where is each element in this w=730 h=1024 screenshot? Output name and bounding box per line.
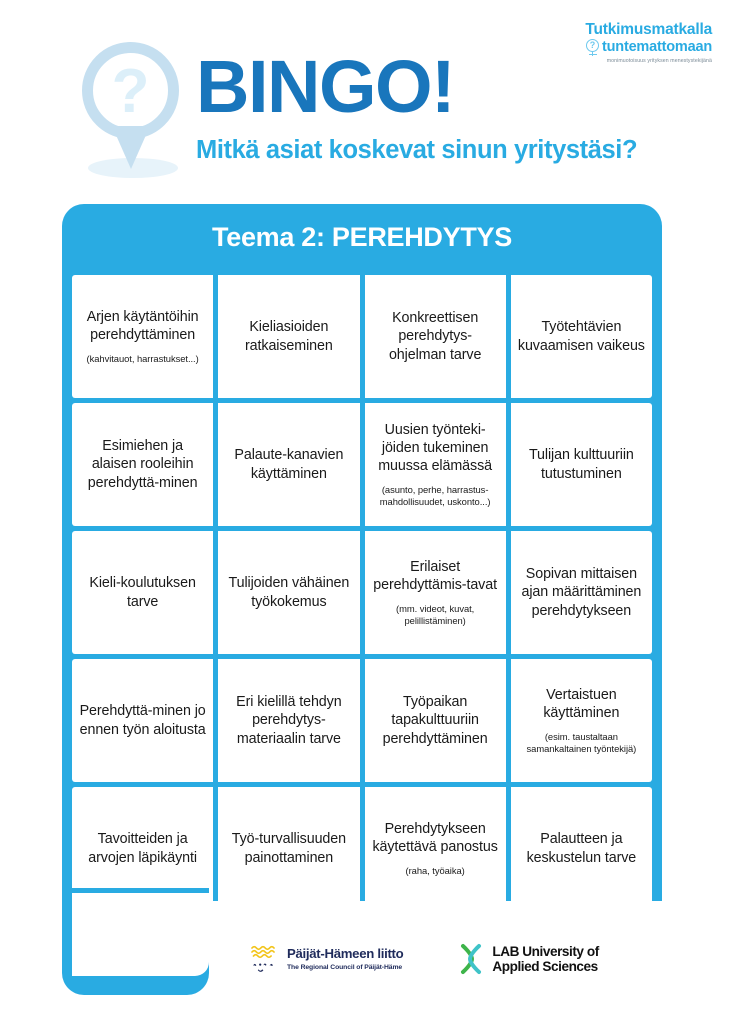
bingo-cell-note: (esim. taustaltaan samankaltainen työntekijä)	[526, 730, 637, 754]
bingo-cell[interactable]	[218, 403, 359, 526]
bingo-cell[interactable]	[72, 659, 213, 782]
bingo-cell[interactable]	[365, 403, 506, 526]
bingo-cell-note: (raha, työaika)	[405, 864, 465, 876]
bingo-cell-text: Tulijoiden vähäinen työkokemus	[228, 575, 350, 610]
bingo-cell-text: Konkreettisen perehdytys-ohjelman tarve	[388, 310, 482, 363]
lab-mark-icon	[459, 943, 485, 975]
bingo-cell-text: Tulijan kulttuuriin tutustuminen	[528, 447, 634, 482]
bingo-cell-note: (mm. videot, kuvat, pelillistäminen)	[396, 602, 475, 626]
paijat-hame-name: Päijät-Hämeen liitto	[287, 946, 404, 962]
theme-title: Teema 2: PEREHDYTYS	[212, 222, 512, 252]
bingo-cell[interactable]	[511, 787, 652, 910]
bingo-cell[interactable]	[365, 531, 506, 654]
paijat-hame-subtitle: The Regional Council of Päijät-Häme	[287, 963, 403, 971]
bingo-grid	[72, 275, 652, 910]
bingo-cell[interactable]	[218, 659, 359, 782]
paijat-hame-logo	[250, 944, 403, 974]
brand-tagline: monimuotoisuus yrityksen menestystekijänä	[606, 57, 712, 64]
bingo-cell-text: Perehdyttä-minen jo ennen työn aloitusta	[79, 703, 206, 738]
bingo-cell[interactable]	[365, 275, 506, 398]
bingo-cell-text: Uusien työnteki-jöiden tukeminen muussa elämässä	[378, 421, 492, 475]
bingo-cell-text: Vertaistuen käyttäminen	[543, 686, 620, 722]
bingo-cell-text: Kieliasioiden ratkaiseminen	[245, 319, 333, 354]
bingo-cell[interactable]	[511, 275, 652, 398]
bingo-cell[interactable]	[511, 531, 652, 654]
bingo-cell-text: Arjen käytäntöihin perehdyttäminen	[86, 309, 199, 344]
map-pin-question-icon	[76, 42, 188, 187]
lab-line-1: LAB University of	[492, 943, 599, 959]
bingo-cell[interactable]	[72, 403, 213, 526]
bingo-cell-text: Esimiehen ja alaisen rooleihin perehdyttä-minen	[87, 438, 198, 491]
paijat-hame-text	[287, 947, 403, 971]
bingo-cell-text: Työpaikan tapakulttuuriin perehdyttäminen	[382, 694, 488, 747]
bingo-cell-text: Perehdytykseen käytettävä panostus	[372, 821, 498, 856]
bingo-cell[interactable]	[218, 787, 359, 910]
bingo-cell-text: Eri kielillä tehdyn perehdytys-materiaalin tarve	[236, 694, 342, 747]
bingo-cell-text: Työ-turvallisuuden painottaminen	[231, 831, 346, 866]
bingo-cell[interactable]	[511, 659, 652, 782]
page-title: BINGO!	[196, 45, 455, 128]
footer-logos	[250, 928, 690, 990]
map-pin-question-icon-small: ?	[586, 39, 599, 56]
brand-line-2: tuntemattomaan	[602, 38, 712, 55]
bingo-cell-text: Kieli-koulutuksen tarve	[89, 575, 196, 610]
bingo-cell-text: Palautteen ja keskustelun tarve	[526, 831, 637, 866]
bingo-cell-text: Sopivan mittaisen ajan määrittäminen perehdytykseen	[521, 566, 642, 619]
lab-text	[492, 944, 598, 975]
bingo-cell[interactable]	[511, 403, 652, 526]
lab-line-2: Applied Sciences	[492, 959, 598, 974]
paijat-hame-mark-icon	[250, 944, 280, 974]
bingo-cell[interactable]	[365, 659, 506, 782]
bingo-cell[interactable]	[365, 787, 506, 910]
bingo-cell-text: Palaute-kanavien käyttäminen	[234, 447, 344, 482]
bingo-cell[interactable]	[218, 531, 359, 654]
bingo-cell-note: (kahvitauot, harrastukset...)	[86, 352, 199, 364]
poster-header	[0, 0, 730, 200]
bingo-board-frame	[62, 204, 662, 901]
lab-university-logo	[459, 943, 598, 975]
bingo-cell-text: Erilaiset perehdyttämis-tavat	[373, 558, 497, 594]
bingo-cell[interactable]	[218, 275, 359, 398]
bingo-cell-empty[interactable]	[72, 893, 209, 976]
page-subtitle: Mitkä asiat koskevat sinun yritystäsi?	[196, 136, 638, 165]
bingo-cell[interactable]	[72, 531, 213, 654]
bingo-cell-text: Tavoitteiden ja arvojen läpikäynti	[88, 831, 197, 866]
bingo-cell[interactable]	[72, 275, 213, 398]
bingo-cell-note: (asunto, perhe, harrastus-mahdollisuudet, uskonto...)	[379, 483, 491, 507]
pin-question-glyph: ?	[111, 57, 150, 126]
bingo-cell-text: Työtehtävien kuvaamisen vaikeus	[517, 319, 645, 354]
brand-line-1: Tutkimusmatkalla	[585, 21, 712, 38]
